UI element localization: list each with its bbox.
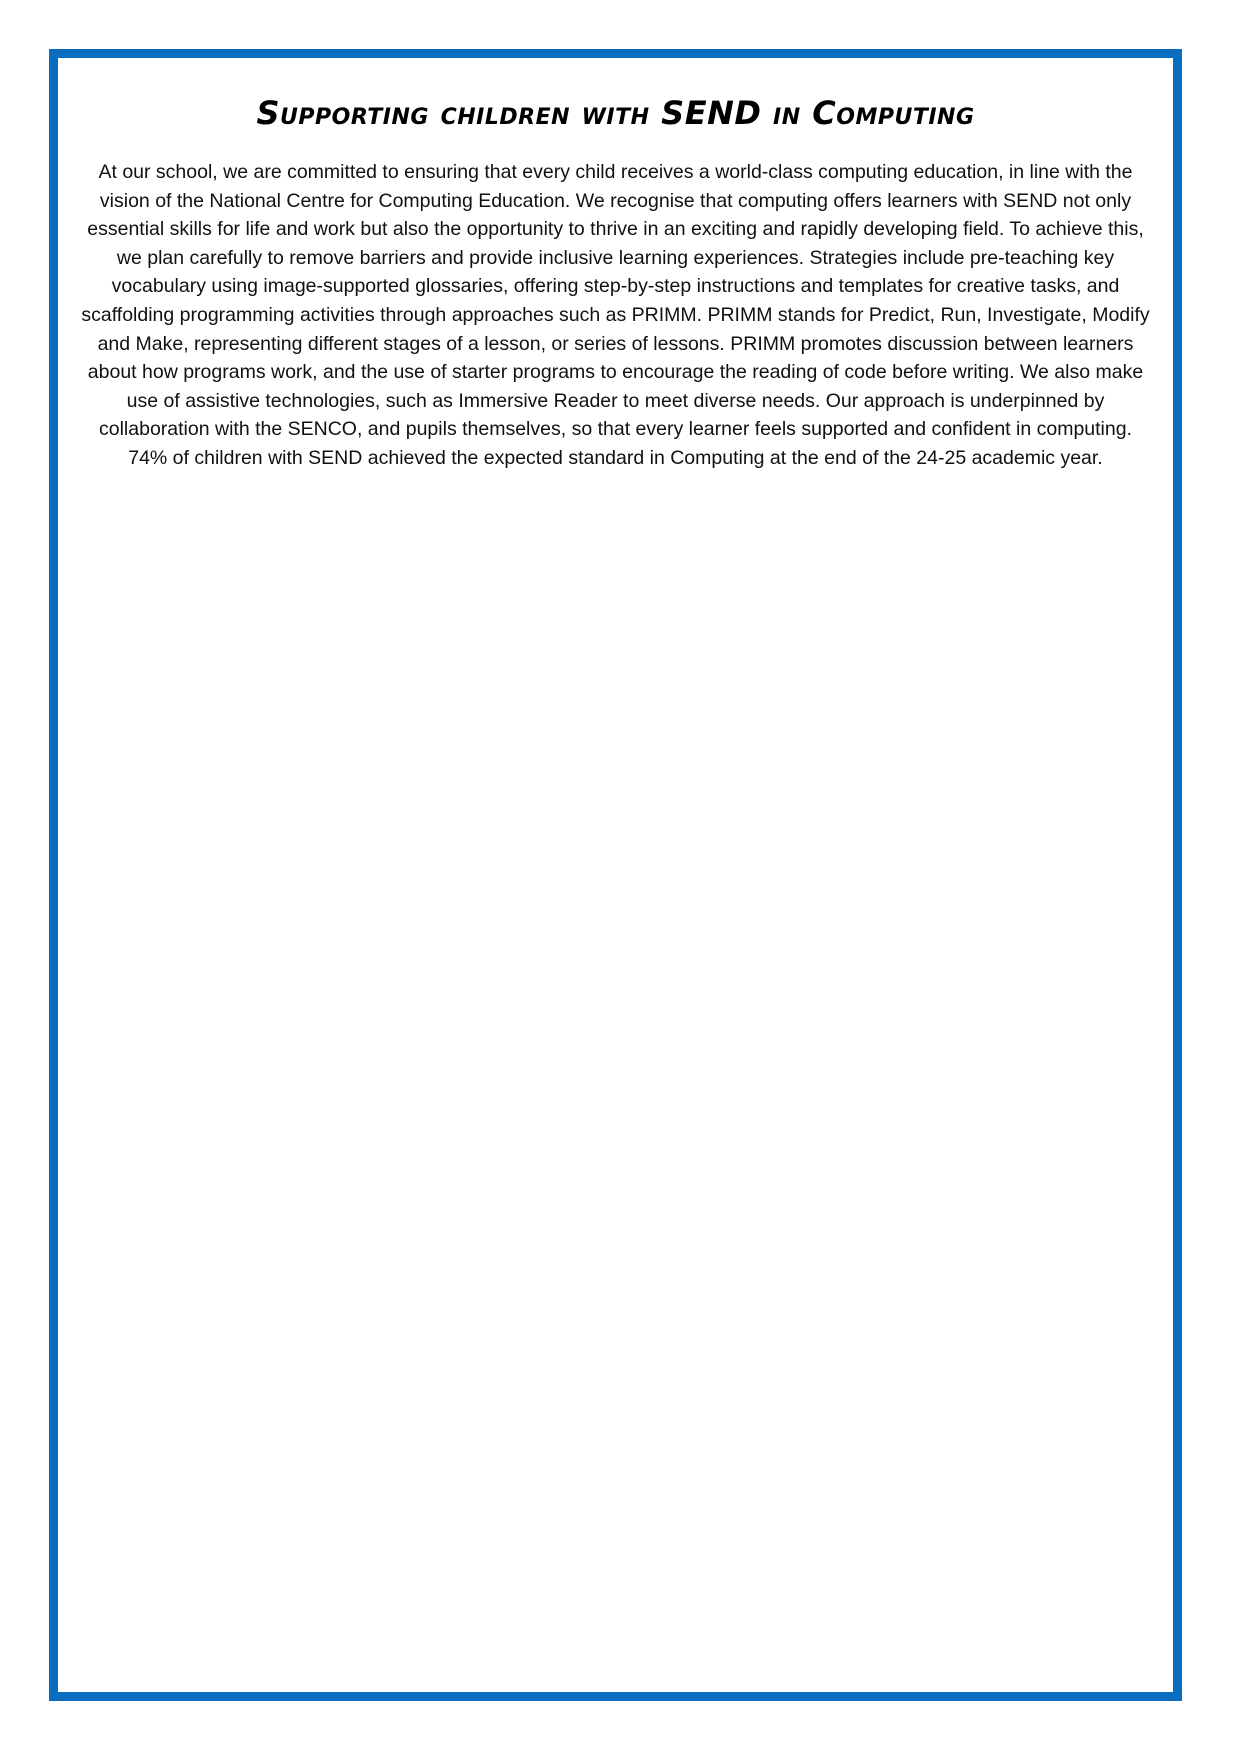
body-paragraph: At our school, we are committed to ensuring that every child receives a world-class computing education, in line with the vision of the National Centre for Computing Education. We recognise that computing offers learners with SEND not only essential skills for life and work but also the opportunity to thrive in an exciting and rapidly developing field. To achieve this, we plan carefully to remove barriers and provide inclusive learning experiences. Strategies include pre-teaching key vocabulary using image-supported glossaries, offering step-by-step instructions and templates for creative tasks, and scaffolding programming activities through approaches such as PRIMM. PRIMM stands for Predict, Run, Investigate, Modify and Make, representing different stages of a lesson, or series of lessons. PRIMM promotes discussion between learners about how programs work, and the use of starter programs to encourage the reading of code before writing. We also make use of assistive technologies, such as Immersive Reader to meet diverse needs. Our approach is underpinned by collaboration with the SENCO, and pupils themselves, so that every learner feels supported and confident in computing. 74% of children with SEND achieved the expected standard in Computing at the end of the 24-25 academic year.	[81, 161, 1150, 469]
page-title: Supporting children with SEND in Computing	[256, 94, 975, 132]
page-border-frame	[49, 49, 1182, 1701]
